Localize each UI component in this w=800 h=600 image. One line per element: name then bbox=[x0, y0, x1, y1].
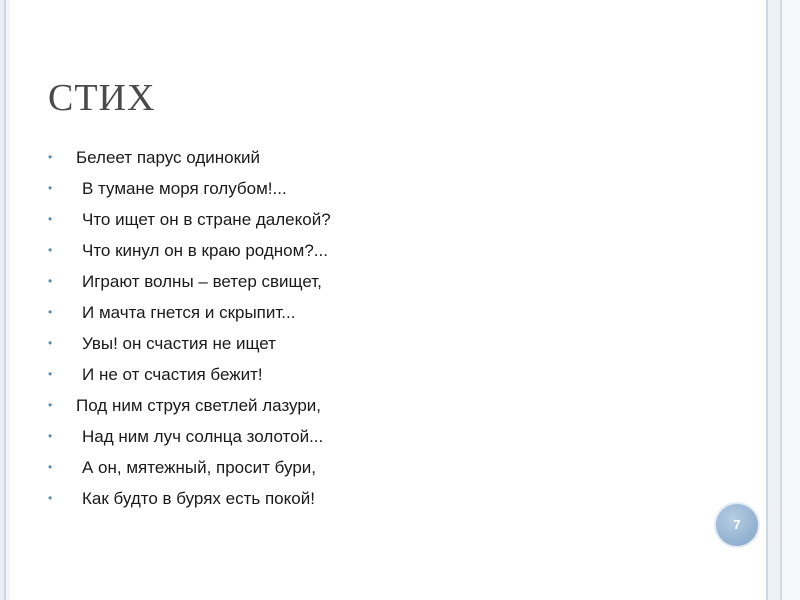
bullet-icon: • bbox=[48, 274, 53, 288]
bullet-icon: • bbox=[48, 212, 53, 226]
bullet-icon: • bbox=[48, 243, 53, 257]
page-number-badge: 7 bbox=[714, 502, 760, 548]
bullet-icon: • bbox=[48, 181, 53, 195]
poem-line bbox=[48, 390, 331, 421]
bullet-icon: • bbox=[48, 429, 53, 443]
bullet-icon: • bbox=[48, 398, 53, 412]
bullet-icon: • bbox=[48, 150, 53, 164]
slide-left-border bbox=[0, 0, 10, 600]
poem-line-text: Как будто в бурях есть покой! bbox=[82, 489, 315, 508]
bullet-icon: • bbox=[48, 491, 53, 505]
poem-line bbox=[48, 483, 331, 514]
poem-line-text: Что кинул он в краю родном?... bbox=[82, 241, 328, 260]
poem-line bbox=[48, 142, 331, 173]
poem-line bbox=[48, 421, 331, 452]
slide-right-border bbox=[762, 0, 800, 600]
poem-line bbox=[48, 328, 331, 359]
poem-line-text: Что ищет он в стране далекой? bbox=[82, 210, 331, 229]
poem-line bbox=[48, 359, 331, 390]
poem-line-text: Белеет парус одинокий bbox=[76, 148, 261, 167]
poem-line-text: И не от счастия бежит! bbox=[82, 365, 263, 384]
slide-title: СТИХ bbox=[48, 77, 156, 119]
poem-line bbox=[48, 235, 331, 266]
poem-line-text: И мачта гнется и скрыпит... bbox=[82, 303, 296, 322]
bullet-icon: • bbox=[48, 305, 53, 319]
poem-line bbox=[48, 173, 331, 204]
poem-line bbox=[48, 452, 331, 483]
poem-line-text: А он, мятежный, просит бури, bbox=[82, 458, 316, 477]
poem-line bbox=[48, 297, 331, 328]
poem-line-text: Увы! он счастия не ищет bbox=[82, 334, 276, 353]
poem-line-text: Под ним струя светлей лазури, bbox=[76, 396, 322, 415]
bullet-icon: • bbox=[48, 367, 53, 381]
bullet-icon: • bbox=[48, 336, 53, 350]
poem-list bbox=[48, 142, 331, 514]
bullet-icon: • bbox=[48, 460, 53, 474]
poem-line bbox=[48, 204, 331, 235]
poem-line-text: Играют волны – ветер свищет, bbox=[82, 272, 322, 291]
poem-line-text: В тумане моря голубом!... bbox=[82, 179, 287, 198]
poem-line bbox=[48, 266, 331, 297]
poem-line-text: Над ним луч солнца золотой... bbox=[82, 427, 324, 446]
